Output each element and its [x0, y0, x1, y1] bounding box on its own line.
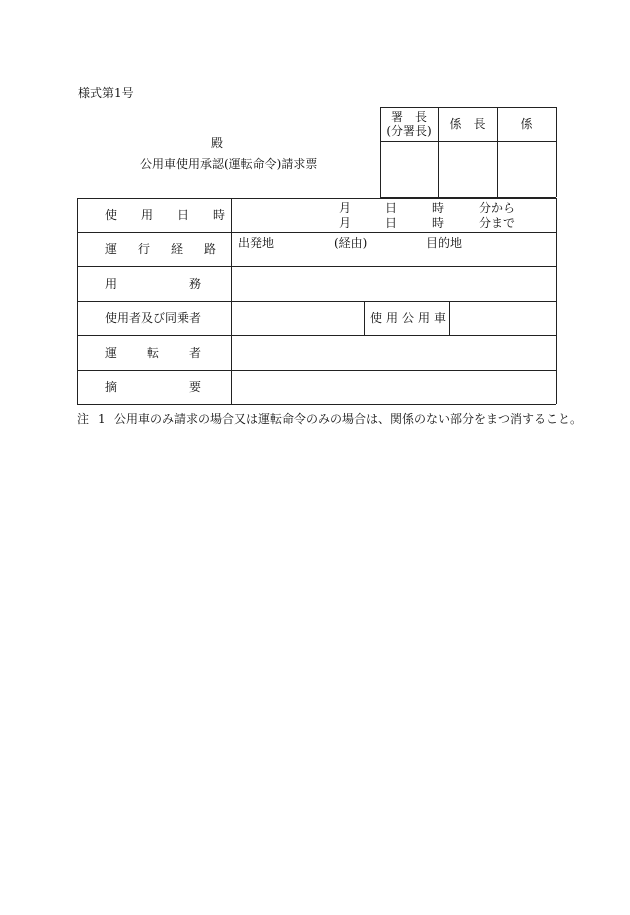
date-from-minute: 分から: [479, 201, 516, 215]
route-via: (経由): [334, 236, 368, 250]
date-from-day: 日: [385, 201, 398, 215]
date-to-day: 日: [385, 216, 398, 230]
note-prefix: 注: [77, 412, 90, 426]
form-number: 様式第1号: [78, 86, 134, 100]
approval-staff-label: 係: [520, 117, 533, 131]
date-to-minute: 分まで: [479, 216, 516, 230]
driver-label: 運転者: [105, 346, 232, 360]
approval-chief-label: 署 長: [390, 110, 427, 124]
vehicle-field[interactable]: [450, 302, 556, 335]
passengers-label: 使用者及び同乗者: [105, 311, 202, 325]
date-from-hour: 時: [432, 201, 445, 215]
approval-chief-stamp-slot[interactable]: [381, 142, 438, 197]
passengers-field[interactable]: [232, 302, 364, 335]
date-from-month: 月: [339, 201, 352, 215]
approval-staff-stamp-slot[interactable]: [498, 142, 556, 197]
remarks-field[interactable]: [232, 371, 556, 404]
route-label: 運行経路: [105, 242, 238, 256]
route-departure: 出発地: [238, 236, 275, 250]
note-number: 1: [98, 412, 106, 426]
remarks-label: 摘要: [105, 380, 274, 394]
note-text: 公用車のみ請求の場合又は運転命令のみの場合は、関係のない部分をまつ消すること。: [114, 412, 583, 426]
purpose-field[interactable]: [232, 267, 556, 301]
approval-chief-sub-label: (分署長): [386, 124, 432, 138]
addressee-suffix: 殿: [211, 136, 224, 150]
date-to-month: 月: [339, 216, 352, 230]
purpose-label: 用務: [105, 277, 274, 291]
usage-datetime-label: 使用日時: [105, 208, 250, 222]
route-destination: 目的地: [426, 236, 463, 250]
approval-section-chief-label: 係 長: [449, 117, 486, 131]
approval-section-chief-stamp-slot[interactable]: [439, 142, 497, 197]
date-to-hour: 時: [432, 216, 445, 230]
driver-field[interactable]: [232, 336, 556, 370]
vehicle-label: 使用公用車: [370, 311, 451, 325]
form-title: 公用車使用承認(運転命令)請求票: [140, 157, 318, 171]
